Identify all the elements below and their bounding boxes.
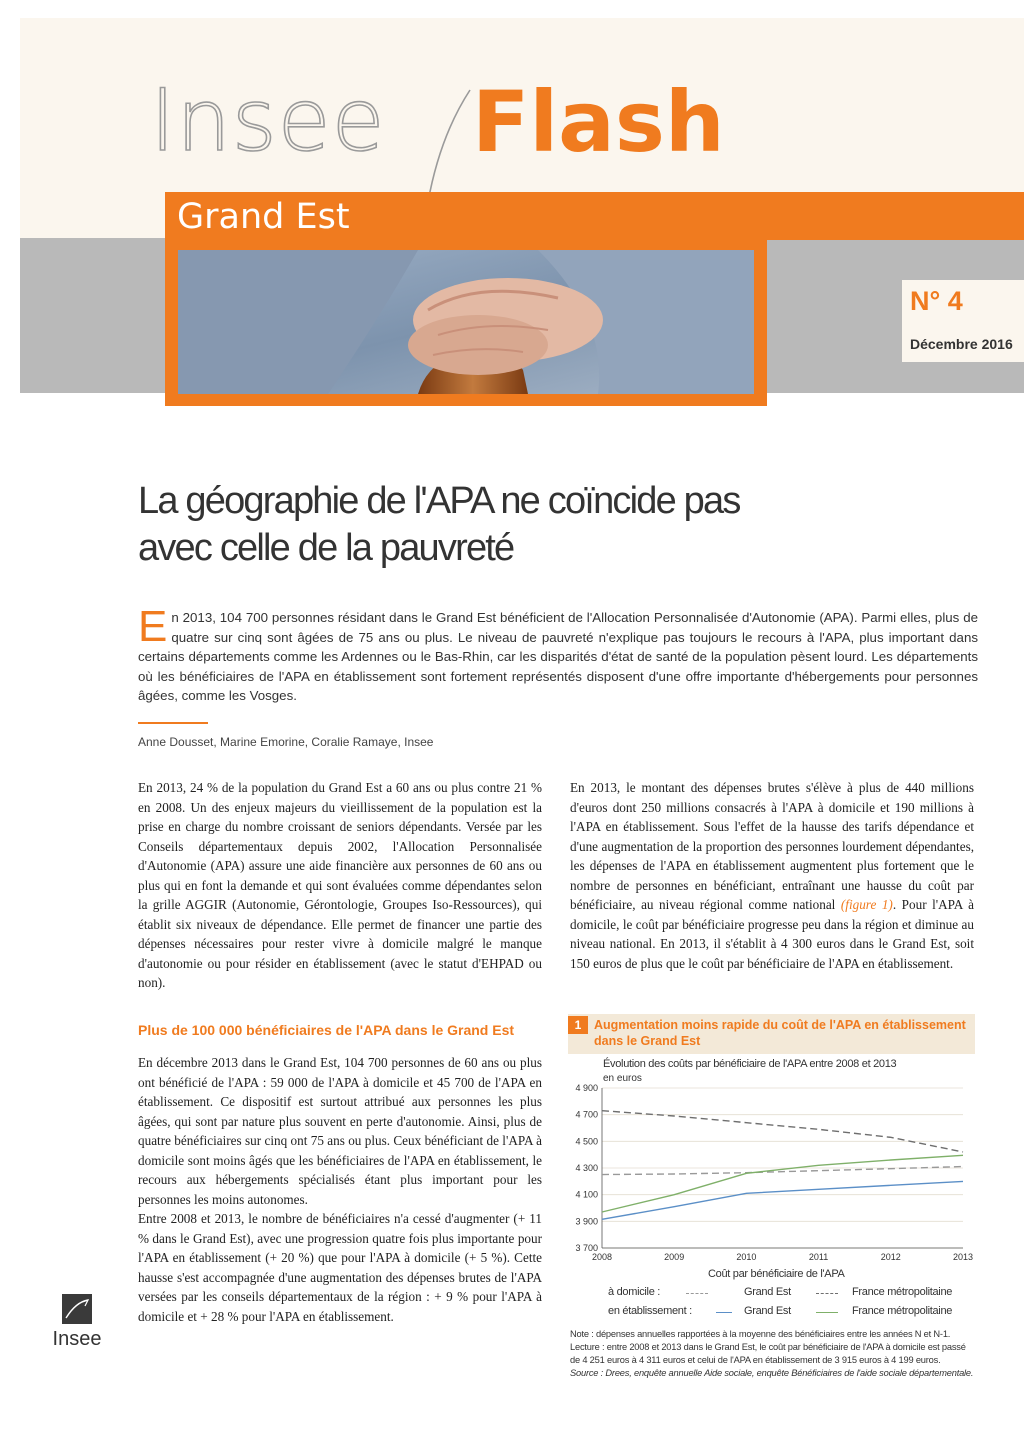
figure-note: Note : dépenses annuelles rapportées à la moyenne des bénéficiaires entre les années N et N-1.	[570, 1329, 951, 1339]
y-tick-label: 3 900	[575, 1216, 598, 1227]
legend-domicile-fr: France métropolitaine	[852, 1286, 953, 1298]
abstract-text: n 2013, 104 700 personnes résidant dans le Grand Est bénéficient de l'Allocation Personnalisée d'Autonomie (APA). Parmi elles, plus de quatre sur cinq sont âgées de 75 ans ou plus. Le niveau de pauvreté n'explique pas toujours le recours à l'APA, plus important dans certains départements comme les Ardennes ou le Bas-Rhin, car les disparités d'état de santé de la population pèsent lourd. Les départements où les bénéficiaires de l'APA en établissement sont fortement représentés disposent d'une offre importante d'hébergements pour personnes âgées, comme les Vosges.	[138, 610, 978, 704]
legend-swatch-etab-fr	[816, 1312, 838, 1313]
page-title	[138, 478, 938, 572]
x-tick-label: 2010	[736, 1252, 757, 1262]
line-chart	[568, 1080, 978, 1266]
brand-flash: Flash	[472, 73, 725, 171]
y-tick-label: 4 900	[575, 1083, 598, 1093]
y-tick-label: 4 100	[575, 1189, 598, 1200]
column-1-bottom	[138, 1053, 542, 1326]
cover-photo	[178, 250, 754, 394]
figure-lecture: Lecture : entre 2008 et 2013 dans le Grand Est, le coût par bénéficiaire de l'APA à domicile est passé de 4 251 euros à 4 311 euros et celui de l'APA en établissement de 3 915 euros à 4 199 euros.	[570, 1342, 966, 1365]
series-etab-grand-est	[602, 1181, 963, 1219]
legend-swatch-domicile-ge	[686, 1293, 708, 1294]
col2-text-a: En 2013, le montant des dépenses brutes s'élève à plus de 440 millions d'euros dont 250 millions consacrés à l'APA à domicile et 190 millions à l'APA en établissement. Sous l'effet de la hausse des tarifs dépendance et d'une augmentation de la proportion des personnes lourdement dépendantes, les dépenses de l'APA en établissement augmentent plus fortement que le nombre de personnes en bénéficiant, entraînant une hausse du coût par bénéficiaire, au niveau régional comme national	[570, 780, 974, 912]
section-subhead: Plus de 100 000 bénéficiaires de l'APA dans le Grand Est	[138, 1022, 515, 1038]
authors-rule	[138, 722, 208, 724]
title-line-2: avec celle de la pauvreté	[138, 527, 514, 569]
col2-paragraph-1	[570, 778, 974, 973]
x-tick-label: 2012	[880, 1252, 901, 1262]
x-tick-label: 2013	[952, 1252, 974, 1262]
series-domicile-france	[602, 1111, 963, 1152]
issue-date: Décembre 2016	[910, 336, 1013, 352]
figure-subtitle: Évolution des coûts par bénéficiaire de l'APA entre 2008 et 2013	[603, 1058, 897, 1070]
brand-insee: Insee	[150, 71, 386, 171]
issue-number: N° 4	[910, 286, 963, 316]
abstract	[138, 602, 978, 706]
figure-unit: en euros	[603, 1073, 642, 1084]
x-tick-label: 2011	[808, 1252, 829, 1262]
col1-paragraph-2: En décembre 2013 dans le Grand Est, 104 700 personnes de 60 ans ou plus ont bénéficié de l'APA : 59 000 de l'APA à domicile et 45 700 de l'APA en établissement. Ce dispositif est surtout attribué aux personnes les plus âgées, qui sont par nature plus souvent en perte d'autonomie. Ainsi, plus de quatre bénéficiaires sur cinq ont 75 ans ou plus. Ceux bénéficiant de l'APA à domicile sont moins âgés que les bénéficiaires de l'APA en établissement, le recours aux hébergements spécialisés étant plus important pour les personnes les moins autonomes.	[138, 1055, 542, 1207]
authors: Anne Dousset, Marine Emorine, Coralie Ramaye, Insee	[138, 735, 434, 749]
figure-reference-link[interactable]: (figure 1)	[840, 897, 893, 912]
figure-source: Source : Drees, enquête annuelle Aide sociale, enquête Bénéficiaires de l'aide sociale départementale.	[570, 1368, 974, 1378]
cover-photo-frame	[165, 240, 767, 406]
figure-title: Augmentation moins rapide du coût de l'APA en établissement dans le Grand Est	[594, 1018, 966, 1048]
y-tick-label: 3 700	[575, 1243, 598, 1253]
column-2-top	[570, 778, 974, 973]
title-line-1: La géographie de l'APA ne coïncide pas	[138, 480, 740, 522]
figure-number: 1	[568, 1016, 588, 1034]
y-tick-label: 4 700	[575, 1109, 598, 1120]
issue-box	[902, 280, 1024, 362]
legend-etab-ge: Grand Est	[744, 1305, 791, 1317]
legend-etab-label: en établissement :	[608, 1305, 692, 1317]
legend-row-domicile	[608, 1286, 978, 1302]
legend-title: Coût par bénéficiaire de l'APA	[708, 1268, 845, 1280]
legend-swatch-etab-ge	[716, 1312, 732, 1313]
legend-domicile-label: à domicile :	[608, 1286, 661, 1298]
insee-logo-text: Insee	[52, 1328, 102, 1350]
figure-notes	[570, 1328, 975, 1380]
y-tick-label: 4 500	[575, 1136, 598, 1147]
x-tick-label: 2009	[664, 1252, 685, 1262]
dropcap: E	[138, 602, 168, 651]
y-tick-label: 4 300	[575, 1163, 598, 1173]
legend-row-etablissement	[608, 1305, 978, 1321]
region-name: Grand Est	[177, 197, 350, 237]
col1-paragraph-3: Entre 2008 et 2013, le nombre de bénéficiaires n'a cessé d'augmenter (+ 11 % dans le Grand Est), avec une progression quatre fois plus importante pour l'APA en établissement (+ 20 %) que pour l'APA à domicile (+ 5 %). Cette hausse s'est accompagnée d'une augmentation des dépenses brutes de l'APA versées par les conseils départementaux de la région : + 9 % pour l'APA à domicile et + 28 % pour l'APA en établissement.	[138, 1211, 542, 1324]
legend-domicile-ge: Grand Est	[744, 1286, 791, 1298]
region-bar	[165, 192, 1024, 240]
brand-swoosh-icon	[420, 86, 480, 206]
col1-paragraph-1: En 2013, 24 % de la population du Grand Est a 60 ans ou plus contre 21 % en 2008. Un des enjeux majeurs du vieillissement de la population est la prise en charge du nombre croissant de seniors dépendants. Versée par les Conseils départementaux depuis 2002, l'Allocation Personnalisée d'Autonomie (APA) assure une aide financière aux personnes de 60 ans ou plus qui en font la demande et qui sont évaluées comme dépendantes selon la grille AGGIR (Autonomie, Gérontologie, Groupes Iso-Ressources), qui établit six niveaux de dépendance. Elle permet de financer une partie des dépenses nécessaires pour rester vivre à domicile malgré le manque d'autonomie ou pour résider en établissement (avec le statut d'EHPAD ou non).	[138, 780, 542, 990]
legend-etab-fr: France métropolitaine	[852, 1305, 953, 1317]
elderly-hands-image	[178, 250, 754, 394]
column-1-top	[138, 778, 542, 993]
figure-header	[568, 1014, 975, 1054]
col2-text-b: . Pour l'APA à domicile, le coût par bénéficiaire progresse peu dans la région et diminue au niveau national. En 2013, il s'établit à 4 300 euros dans le Grand Est, soit 150 euros de plus que le coût par bénéficiaire de l'APA en établissement.	[570, 897, 974, 971]
insee-mark-icon	[62, 1294, 92, 1324]
legend-swatch-domicile-fr	[816, 1293, 838, 1294]
x-tick-label: 2008	[591, 1252, 613, 1262]
